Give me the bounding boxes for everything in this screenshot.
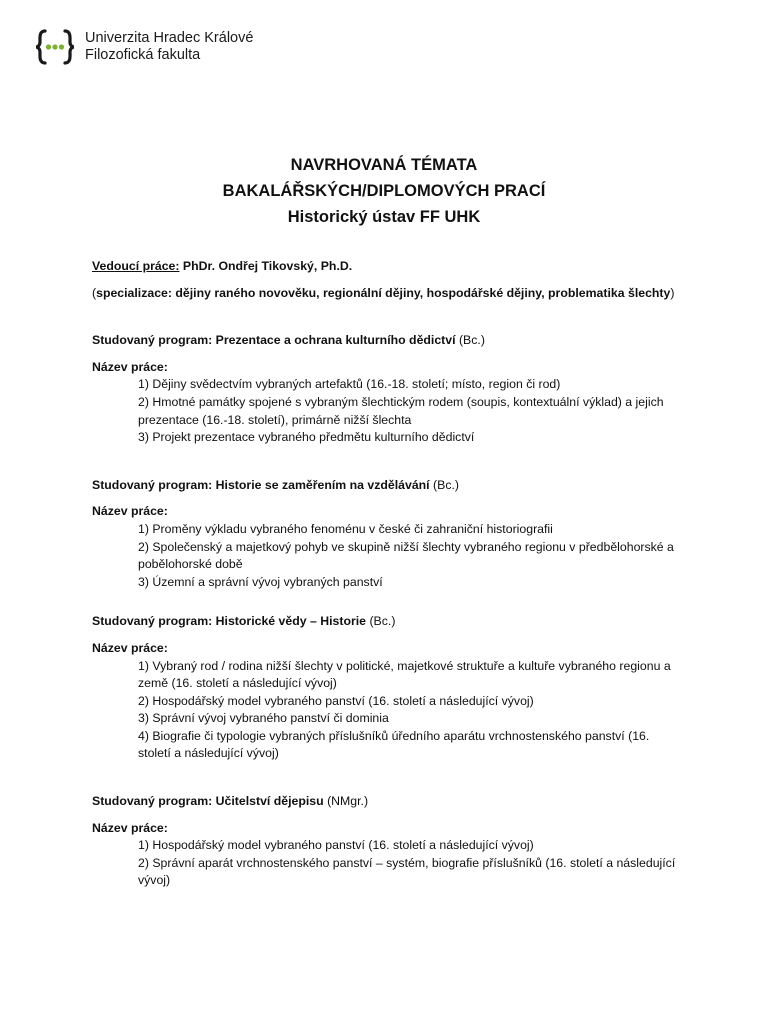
title-line-1: NAVRHOVANÁ TÉMATA [290, 156, 478, 174]
topic-item: 3) Projekt prezentace vybraného předmětu kulturního dědictví [138, 430, 475, 445]
topic-list [92, 376, 682, 446]
topic-list [92, 837, 682, 890]
program-label: Studovaný program: Historie se zaměřením na vzdělávání [92, 477, 430, 492]
topic-item: 2) Hmotné památky spojené s vybraným šlechtickým rodem (soupis, kontextuální výklad) a jejich prezentace (16.-18. století), primárně nižší šlechta [138, 394, 664, 427]
topic-item: 3) Územní a správní vývoj vybraných panství [138, 574, 383, 589]
topics-label: Název práce: [92, 504, 168, 519]
supervisor-label: Vedoucí práce: [92, 259, 180, 273]
topics-label: Název práce: [92, 359, 168, 374]
logo-text [85, 30, 253, 64]
topic-item: 2) Správní aparát vrchnostenského panství – systém, biografie příslušníků (16. století a následující vývoj) [138, 855, 676, 888]
program-label: Studovaný program: Historické vědy – Historie [92, 614, 367, 629]
specialization-body: specializace: dějiny raného novověku, regionální dějiny, hospodářské dějiny, problematika šlechty [96, 285, 671, 300]
program-heading [92, 477, 682, 495]
document-body [92, 258, 682, 890]
university-name: Univerzita Hradec Králové [85, 30, 254, 46]
program-heading [92, 332, 682, 350]
program-degree: (NMgr.) [327, 794, 369, 809]
topic-item: 3) Správní vývoj vybraného panství či dominia [138, 711, 389, 726]
title-line-3: Historický ústav FF UHK [287, 208, 481, 226]
program-degree: (Bc.) [458, 333, 485, 348]
topic-item: 1) Proměny výkladu vybraného fenoménu v české či zahraniční historiografii [138, 521, 553, 536]
title-line-2: BAKALÁŘSKÝCH/DIPLOMOVÝCH PRACÍ [222, 182, 546, 200]
program-heading [92, 613, 682, 631]
topic-list [92, 658, 682, 764]
program-degree: (Bc.) [369, 614, 396, 629]
topics-label: Název práce: [92, 640, 168, 655]
document-title [0, 152, 768, 230]
braces-logo-icon [34, 28, 76, 66]
specialization-text [92, 285, 682, 303]
supervisor-line [92, 258, 682, 276]
topic-item: 4) Biografie či typologie vybraných příslušníků úředního aparátu vrchnostenského panství (16. století a následující vývoj) [138, 728, 650, 761]
topic-list [92, 521, 682, 591]
supervisor-name: PhDr. Ondřej Tikovský, Ph.D. [182, 259, 353, 273]
topic-item: 1) Dějiny svědectvím vybraných artefaktů (16.-18. století; místo, region či rod) [138, 377, 561, 392]
topic-item: 2) Hospodářský model vybraného panství (16. století a následující vývoj) [138, 693, 534, 708]
university-logo [34, 28, 253, 66]
program-heading [92, 793, 682, 811]
program-label: Studovaný program: Prezentace a ochrana kulturního dědictví [92, 333, 456, 348]
program-degree: (Bc.) [433, 477, 459, 492]
faculty-name: Filozofická fakulta [85, 47, 201, 63]
specialization-open: ( [92, 285, 97, 300]
specialization-close: ) [670, 285, 675, 300]
topics-label: Název práce: [92, 820, 168, 835]
topic-item: 1) Hospodářský model vybraného panství (16. století a následující vývoj) [138, 838, 534, 853]
topic-item: 1) Vybraný rod / rodina nižší šlechty v politické, majetkové struktuře a kultuře vybraného regionu a země (16. století a následující vývoj) [138, 658, 671, 691]
program-label: Studovaný program: Učitelství dějepisu [92, 794, 324, 809]
topic-item: 2) Společenský a majetkový pohyb ve skupině nižší šlechty vybraného regionu v předbělohorské a pobělohorské době [138, 539, 674, 572]
